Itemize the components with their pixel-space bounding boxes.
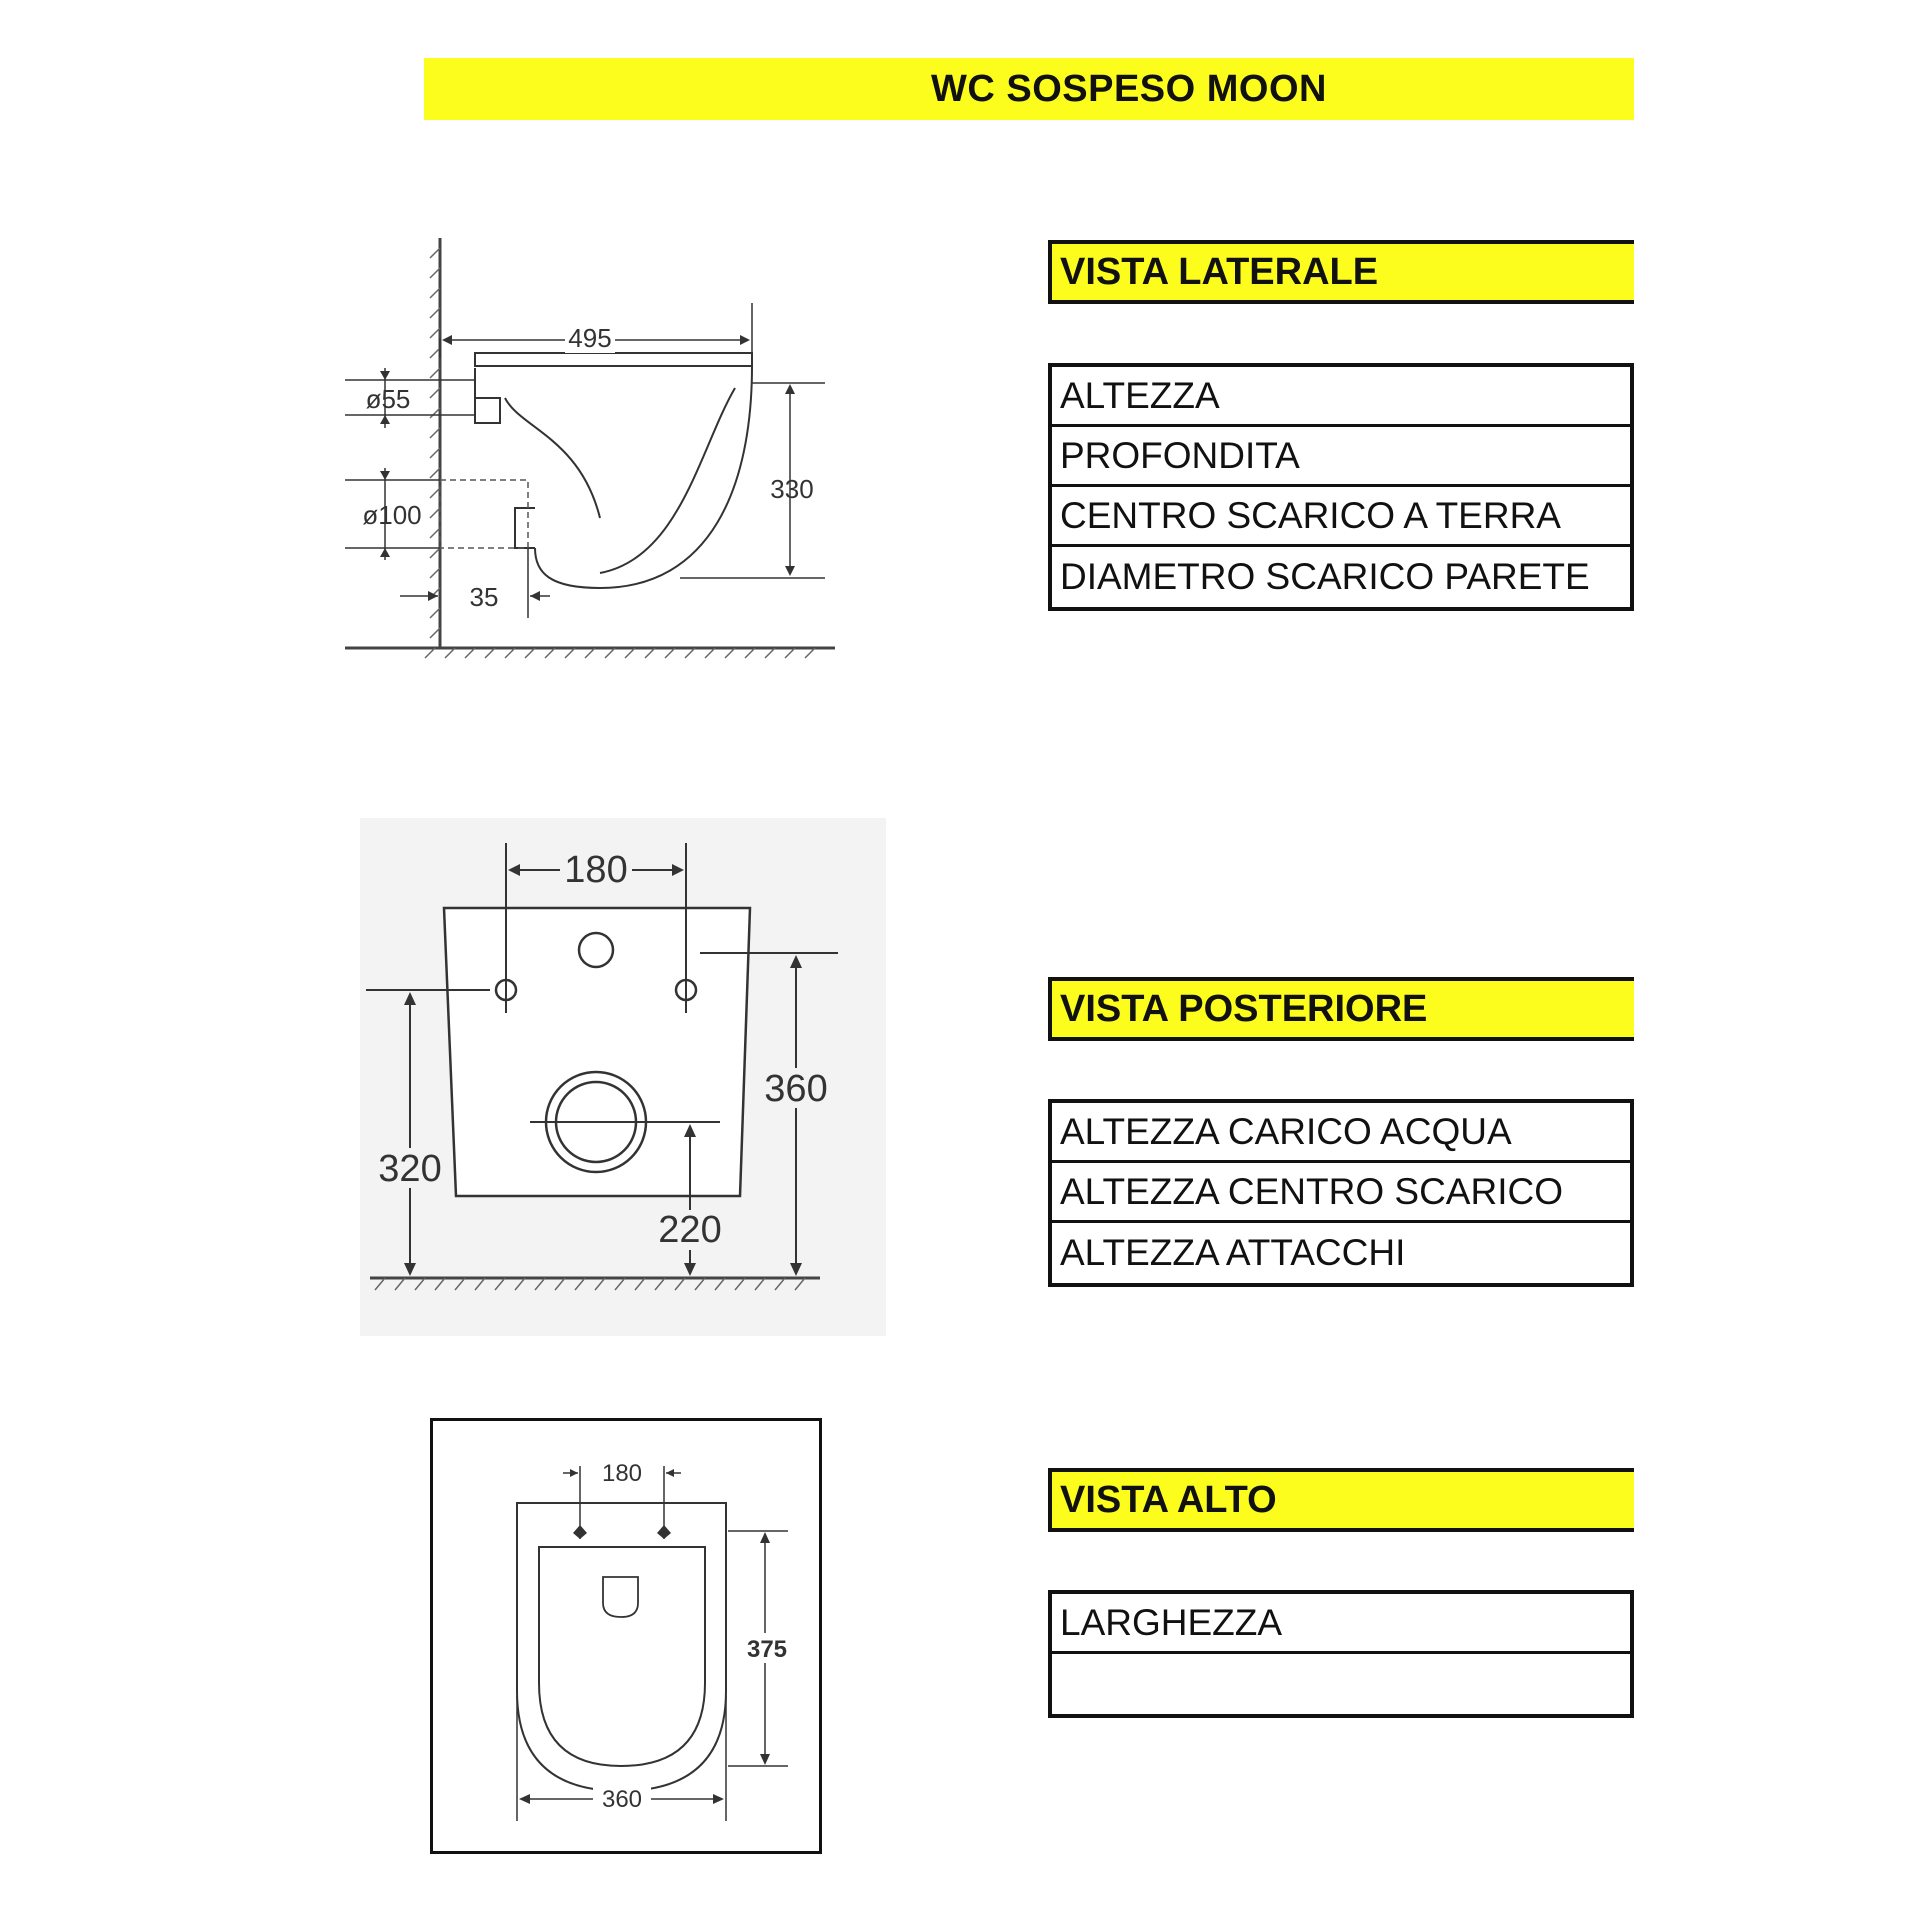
top-seat [539, 1547, 705, 1766]
top-bolt-spacing-label: 180 [601, 1460, 643, 1487]
rear-bolt-height-label: 320 [378, 1148, 442, 1190]
page-title: WC SOSPESO MOON [424, 58, 1634, 120]
spec-row: ALTEZZA CENTRO SCARICO [1052, 1163, 1630, 1223]
spec-row: ALTEZZA [1052, 367, 1630, 427]
spec-row: LARGHEZZA [1052, 1594, 1630, 1654]
side-view-svg [340, 228, 840, 678]
rear-view-svg [360, 818, 886, 1336]
spec-table-side-view [1048, 363, 1634, 611]
spec-row: ALTEZZA CARICO ACQUA [1052, 1103, 1630, 1163]
spec-row: DIAMETRO SCARICO PARETE [1060, 556, 1590, 597]
spec-row: PROFONDITA [1052, 427, 1630, 487]
top-opening [603, 1577, 638, 1617]
inlet-diameter-label: ø55 [365, 384, 411, 414]
section-header-rear-view: VISTA POSTERIORE [1048, 977, 1634, 1041]
top-length-label: 375 [746, 1636, 788, 1663]
rear-body [444, 908, 750, 1196]
bowl-profile [475, 353, 752, 588]
rear-view-drawing [360, 818, 886, 1336]
rear-height-label: 360 [764, 1068, 828, 1110]
rear-floor-hatch [375, 1278, 805, 1290]
rear-outlet-height-label: 220 [658, 1209, 722, 1251]
side-view-drawing [340, 228, 840, 678]
wall-offset-label: 35 [469, 582, 499, 612]
top-view-drawing [430, 1418, 822, 1854]
depth-label: 495 [568, 323, 612, 353]
spec-row: ALTEZZA ATTACCHI [1060, 1232, 1406, 1273]
top-width-label: 360 [601, 1786, 643, 1813]
height-label: 330 [770, 474, 814, 504]
spec-row: CENTRO SCARICO A TERRA [1052, 487, 1630, 547]
spec-row-empty [1052, 1654, 1630, 1714]
spec-table-rear-view [1048, 1099, 1634, 1287]
rear-bolt-spacing-label: 180 [564, 849, 628, 891]
section-header-top-view: VISTA ALTO [1048, 1468, 1634, 1532]
outlet-diameter-label: ø100 [362, 500, 422, 530]
spec-table-top-view [1048, 1590, 1634, 1718]
top-view-svg [433, 1421, 819, 1851]
section-header-side-view: VISTA LATERALE [1048, 240, 1634, 304]
